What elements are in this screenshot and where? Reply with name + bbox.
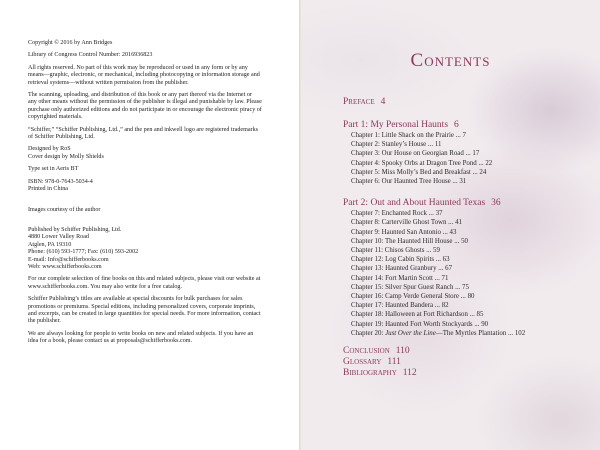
toc-bibliography <box>343 368 593 379</box>
chapter-entry: Chapter 1: Little Shack on the Prairie ... 7 <box>351 132 467 139</box>
chapter-entry: Chapter 14: Fort Martin Scott ... 71 <box>351 274 449 282</box>
chapter-20-prefix: Chapter 20: <box>351 329 386 337</box>
chapter-entry: Chapter 3: Our House on Georgian Road ... 17 <box>351 150 480 158</box>
toc-preface <box>343 97 593 108</box>
discounts-paragraph: Schiffer Publishing’s titles are available at special discounts for bulk purchases for sales promotions or premiums. Special editions, including personalized covers, corporate imprints, and excerpts, can be created in large quantities for special needs. For more information, contact the publisher. <box>28 296 261 325</box>
contents-page <box>301 0 600 450</box>
contents-title: Contents <box>410 50 491 71</box>
part-2-label: Part 2: Out and About Haunted Texas <box>343 198 486 209</box>
chapter-entry: Chapter 19: Haunted Fort Worth Stockyards ... 90 <box>351 320 489 328</box>
looking-paragraph: We are always looking for people to write books on new and related subjects. If you have an idea for a book, please contact us at proposals@schifferbooks.com. <box>28 330 254 345</box>
chapter-entry: Chapter 18: Halloween at Fort Richardson ... 85 <box>351 311 484 319</box>
chapter-20-italic-title: Just Over the Line <box>385 329 436 337</box>
chapter-entry: Chapter 7: Enchanted Rock ... 37 <box>351 210 443 218</box>
selection-paragraph: For our complete selection of fine books on this and related subjects, please visit our website at www.schifferbooks.com. You may also write for a free catalog. <box>28 276 261 290</box>
scanning-paragraph: The scanning, uploading, and distribution of this book or any part thereof via the Internet or any other means without the permission of the publisher is illegal and punishable by law. Please purchase only authorized editions and do not participate in or encourage the electronic piracy of copyrighted materials. <box>28 92 262 121</box>
chapter-entry: Chapter 5: Miss Molly’s Bed and Breakfast ... 24 <box>351 168 487 176</box>
part-1-label: Part 1: My Personal Haunts <box>343 120 449 130</box>
glossary-label: Glossary <box>343 357 382 368</box>
toc-part-2 <box>343 198 593 209</box>
loc-line: Library of Congress Control Number: 2016936823 <box>28 52 153 59</box>
part-2-chapters <box>343 209 593 338</box>
publisher-address <box>28 227 262 271</box>
publisher-street: 4880 Lower Valley Road <box>28 234 89 241</box>
toc-glossary <box>343 357 593 368</box>
isbn: ISBN: 978-0-7643-5034-4 <box>28 178 93 185</box>
chapter-entry: Chapter 4: Spooky Orbs at Dragon Tree Pond ... 22 <box>351 159 493 167</box>
typeset-line: Type set in Aeris BT <box>28 166 79 173</box>
design-credits <box>28 146 262 161</box>
bibliography-page: 112 <box>402 368 417 379</box>
publisher-phone: Phone: (610) 593-1777; Fax: (610) 593-2002 <box>28 249 139 256</box>
toc-conclusion <box>343 346 593 357</box>
chapter-entry: Chapter 11: Chisos Ghosts ... 59 <box>351 247 440 255</box>
part-2-page: 36 <box>491 198 501 209</box>
conclusion-label: Conclusion <box>343 346 390 357</box>
printed-in: Printed in China <box>28 186 68 193</box>
preface-page: 4 <box>380 97 386 107</box>
trademarks-paragraph: “Schiffer,” “Schiffer Publishing, Ltd.,” and the pen and inkwell logo are registered trademarks of Schiffer Publishing, Ltd. <box>28 126 259 141</box>
toc-part-1 <box>343 120 593 131</box>
chapter-entry: Chapter 10: The Haunted Hill House ... 50 <box>351 237 468 245</box>
chapter-entry-20 <box>343 329 593 338</box>
chapter-entry: Chapter 9: Haunted San Antonio ... 43 <box>351 228 457 236</box>
chapter-entry: Chapter 6: Our Haunted Tree House ... 31 <box>351 178 467 186</box>
conclusion-page: 110 <box>395 346 410 357</box>
publisher-city: Atglen, PA 19310 <box>28 241 72 248</box>
publisher-web: Web: www.schifferbooks.com <box>28 263 102 270</box>
copyright-block <box>28 40 262 351</box>
chapter-entry: Chapter 2: Stanley’s House ... 11 <box>351 141 442 149</box>
chapter-entry: Chapter 13: Haunted Granbury ... 67 <box>351 265 453 273</box>
chapter-entry: Chapter 16: Camp Verde General Store ... 80 <box>351 293 475 301</box>
table-of-contents <box>343 97 593 379</box>
chapter-entry: Chapter 8: Carterville Ghost Town ... 41 <box>351 219 462 227</box>
cover-design: Cover design by Molly Shields <box>28 153 104 160</box>
glossary-page: 111 <box>387 357 401 368</box>
chapter-entry: Chapter 15: Silver Spur Guest Ranch ... 75 <box>351 283 469 291</box>
designed-by: Designed by RoS <box>28 146 71 153</box>
copyright-line: Copyright © 2016 by Ann Bridges <box>28 40 113 46</box>
chapter-20-suffix: —The Myrtles Plantation ... 102 <box>435 329 526 337</box>
publisher-name: Published by Schiffer Publishing, Ltd. <box>28 226 122 233</box>
part-1-page: 6 <box>454 120 459 130</box>
copyright-page <box>0 0 299 450</box>
images-credit: Images courtesy of the author <box>28 206 101 213</box>
preface-label: Preface <box>343 97 375 107</box>
publisher-email: E-mail: Info@schifferbooks.com <box>28 256 109 263</box>
chapter-entry: Chapter 17: Haunted Bandera ... 82 <box>351 302 449 310</box>
rights-paragraph: All rights reserved. No part of this work may be reproduced or used in any form or by any means—graphic, electronic, or mechanical, including photocopying or information storage and retrieval systems—without written permission from the publisher. <box>28 64 260 86</box>
chapter-entry: Chapter 12: Log Cabin Spirits ... 63 <box>351 256 450 264</box>
bibliography-label: Bibliography <box>343 368 397 379</box>
isbn-block <box>28 179 262 194</box>
part-1-chapters <box>343 131 593 186</box>
